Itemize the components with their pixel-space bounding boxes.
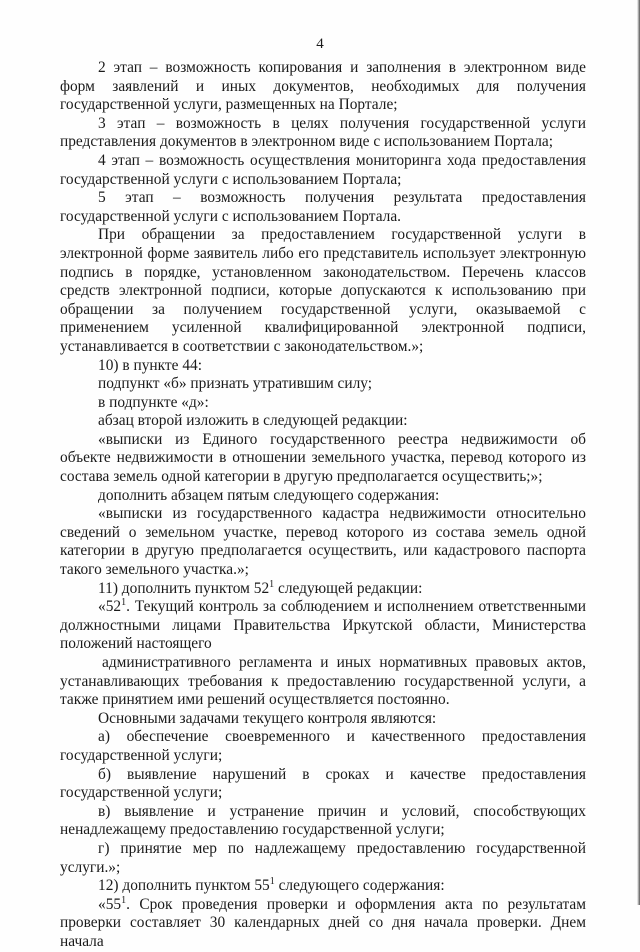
paragraph-task-v: в) выявление и устранение причин и условий, способствующих ненадлежащему предоставлению государственной услуги; bbox=[60, 802, 586, 839]
item-11-text-start: 11) дополнить пунктом 52 bbox=[98, 579, 270, 597]
paragraph-stage-5: 5 этап – возможность получения результата предоставления государственной услуги с использованием Портала. bbox=[60, 189, 586, 225]
item-11-superscript: 1 bbox=[269, 578, 275, 590]
paragraph-regulation-acts: административного регламента и иных нормативных правовых актов, устанавливающих требования к предоставлению государственной услуги, а также принятием ими решений осуществляется постоянно. bbox=[60, 654, 586, 709]
paragraph-item-10: 10) в пункте 44: bbox=[98, 356, 202, 374]
paragraph-clause-52-1 bbox=[60, 598, 586, 654]
clause-55-1-text-end: . Срок проведения проверки и оформления акта по результатам проверки составляет 30 календарных дней со дня начала проверки. Днем начала bbox=[60, 895, 586, 950]
paragraph-egrn-extract: «выписки из Единого государственного реестра недвижимости об объекте недвижимости в отношении земельного участка, перевод которого из состава земель одной категории в другую предполагается осуществить;»; bbox=[60, 430, 586, 486]
clause-55-1-superscript: 1 bbox=[121, 894, 127, 906]
paragraph-add-fifth-abzac: дополнить абзацем пятым следующего содержания: bbox=[98, 486, 440, 504]
paragraph-electronic-signature: При обращении за предоставлением государственной услуги в электронной форме заявитель либо его представитель использует электронную подпись в порядке, установленном законодательством. Перечень классов средств электронной подписи, которые допускаются к использованию при обращении за получением государственной услуги, оказываемой с применением усиленной квалифицированной электронной подписи, устанавливается в соответствии с законодательством.»; bbox=[60, 226, 586, 355]
paragraph-control-tasks: Основными задачами текущего контроля являются: bbox=[98, 709, 437, 727]
paragraph-task-g: г) принятие мер по надлежащему предоставлению государственной услуги.»; bbox=[60, 839, 586, 876]
paragraph-second-abzac: абзац второй изложить в следующей редакции: bbox=[98, 412, 408, 430]
clause-52-1-text-start: «52 bbox=[98, 598, 122, 616]
clause-55-1-text-start: «55 bbox=[98, 895, 122, 913]
item-12-text-start: 12) дополнить пунктом 55 bbox=[98, 877, 270, 895]
paragraph-task-a: а) обеспечение своевременного и качественного предоставления государственной услуги; bbox=[60, 728, 586, 764]
paragraph-stage-3: 3 этап – возможность в целях получения государственной услуги представления документов в электронном виде с использованием Портала; bbox=[60, 114, 586, 151]
paragraph-subitem-d: в подпункте «д»: bbox=[98, 393, 209, 411]
paragraph-item-11 bbox=[60, 580, 586, 599]
document-body bbox=[60, 59, 586, 952]
item-11-text-end: следующей редакции: bbox=[274, 579, 423, 597]
paragraph-task-b: б) выявление нарушений в сроках и качестве предоставления государственной услуги; bbox=[60, 765, 586, 802]
page-number: 4 bbox=[316, 36, 324, 52]
paragraph-stage-2: 2 этап – возможность копирования и заполнения в электронном виде форм заявлений и иных документов, необходимых для получения государственной услуги, размещенных на Портале; bbox=[60, 59, 586, 114]
paragraph-item-12 bbox=[60, 877, 586, 896]
paragraph-stage-4: 4 этап – возможность осуществления мониторинга хода предоставления государственной услуги с использованием Портала; bbox=[60, 151, 586, 188]
paragraph-subitem-b: подпункт «б» признать утратившим силу; bbox=[98, 375, 373, 393]
paragraph-gkn-extract: «выписки из государственного кадастра недвижимости относительно сведений о земельном участке, перевод которого из состава земель одной категории в другую предполагается осуществить, или кадастрового паспорта такого земельного участка.»; bbox=[60, 505, 586, 579]
clause-52-1-superscript: 1 bbox=[121, 597, 127, 609]
item-12-superscript: 1 bbox=[269, 876, 275, 888]
paragraph-clause-55-1 bbox=[60, 896, 586, 952]
item-12-text-end: следующего содержания: bbox=[274, 877, 445, 895]
clause-52-1-text-end: . Текущий контроль за соблюдением и исполнением ответственными должностными лицами Правительства Иркутской области, Министерства положений настоящего bbox=[60, 598, 586, 653]
